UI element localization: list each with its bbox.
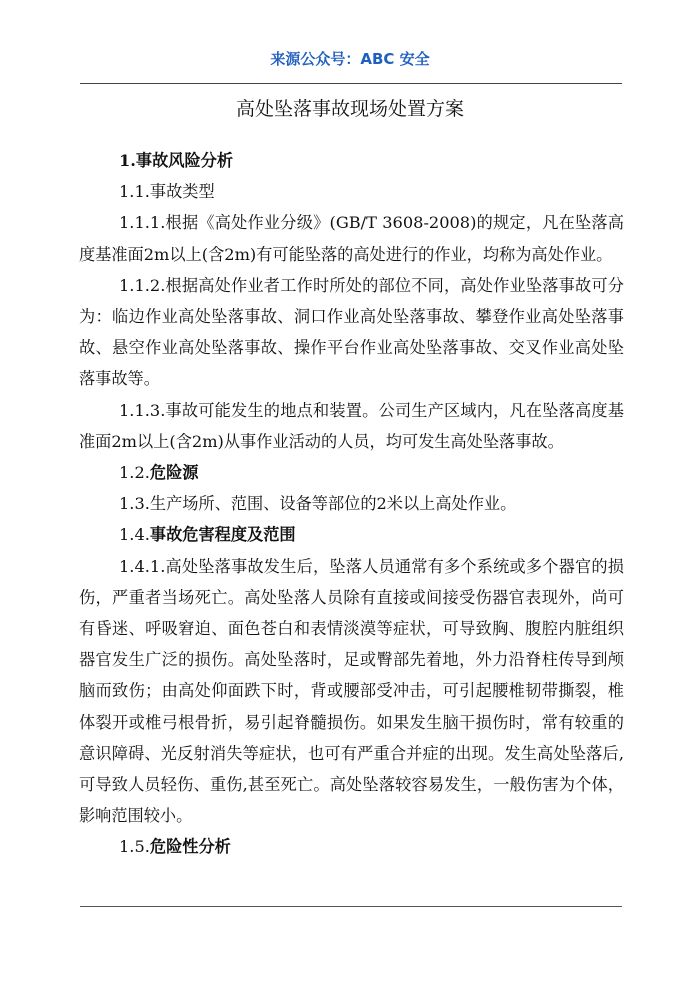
paragraph-1-4-1: 1.4.1.高处坠落事故发生后，坠落人员通常有多个系统或多个器官的损伤，严重者当场死亡。高处坠落人员除有直接或间接受伤器官表现外，尚可有昏迷、呼吸窘迫、面色苍白和表情淡漠等症状，可导致胸、腹腔内脏组织器官发生广泛的损伤。高处坠落时，足或臀部先着地，外力沿脊柱传导到颅脑而致伤；由高处仰面跌下时，背或腰部受冲击，可引起腰椎韧带撕裂，椎体裂开或椎弓根骨折，易引起脊髓损伤。如果发生脑干损伤时，常有较重的意识障碍、光反射消失等症状，也可有严重合并症的出现。发生高处坠落后,可导致人员轻伤、重伤,甚至死亡。高处坠落较容易发生，一般伤害为个体，影响范围较小。 [79,556,624,826]
section-heading-text: 事故危害程度及范围 [149,525,296,545]
paragraph-1-1-1: 1.1.1.根据《高处作业分级》(GB/T 3608-2008)的规定，凡在坠落高度基准面2m以上(含2m)有可能坠落的高处进行的作业，均称为高处作业。 [79,213,624,264]
section-number: 1.2. [119,463,150,483]
document-title: 高处坠落事故现场处置方案 [235,98,464,120]
document-body [79,145,624,863]
header-divider [80,83,622,84]
section-heading-1-4 [79,519,624,550]
section-heading-text: 危险性分析 [149,837,231,857]
section-heading-1-5 [79,831,624,862]
section-heading-1-1: 1.1.事故类型 [119,182,215,202]
paragraph-1-3: 1.3.生产场所、范围、设备等部位的2米以上高处作业。 [119,494,517,514]
footer-divider [80,906,622,907]
section-heading-1: 1.事故风险分析 [119,151,234,170]
section-heading-text: 危险源 [149,463,199,483]
paragraph-1-1-2: 1.1.2.根据高处作业者工作时所处的部位不同，高处作业坠落事故可分为：临边作业高处坠落事故、洞口作业高处坠落事故、攀登作业高处坠落事故、悬空作业高处坠落事故、操作平台作业高处坠落事故、交叉作业高处坠落事故等。 [79,275,624,389]
paragraph-1-1-3: 1.1.3.事故可能发生的地点和装置。公司生产区域内，凡在坠落高度基准面2m以上(含2m)从事作业活动的人员，均可发生高处坠落事故。 [79,400,624,451]
section-number: 1.5. [119,837,150,857]
source-header: 来源公众号：ABC 安全 [270,50,430,68]
section-heading-1-2 [79,457,624,488]
section-number: 1.4. [119,525,150,545]
